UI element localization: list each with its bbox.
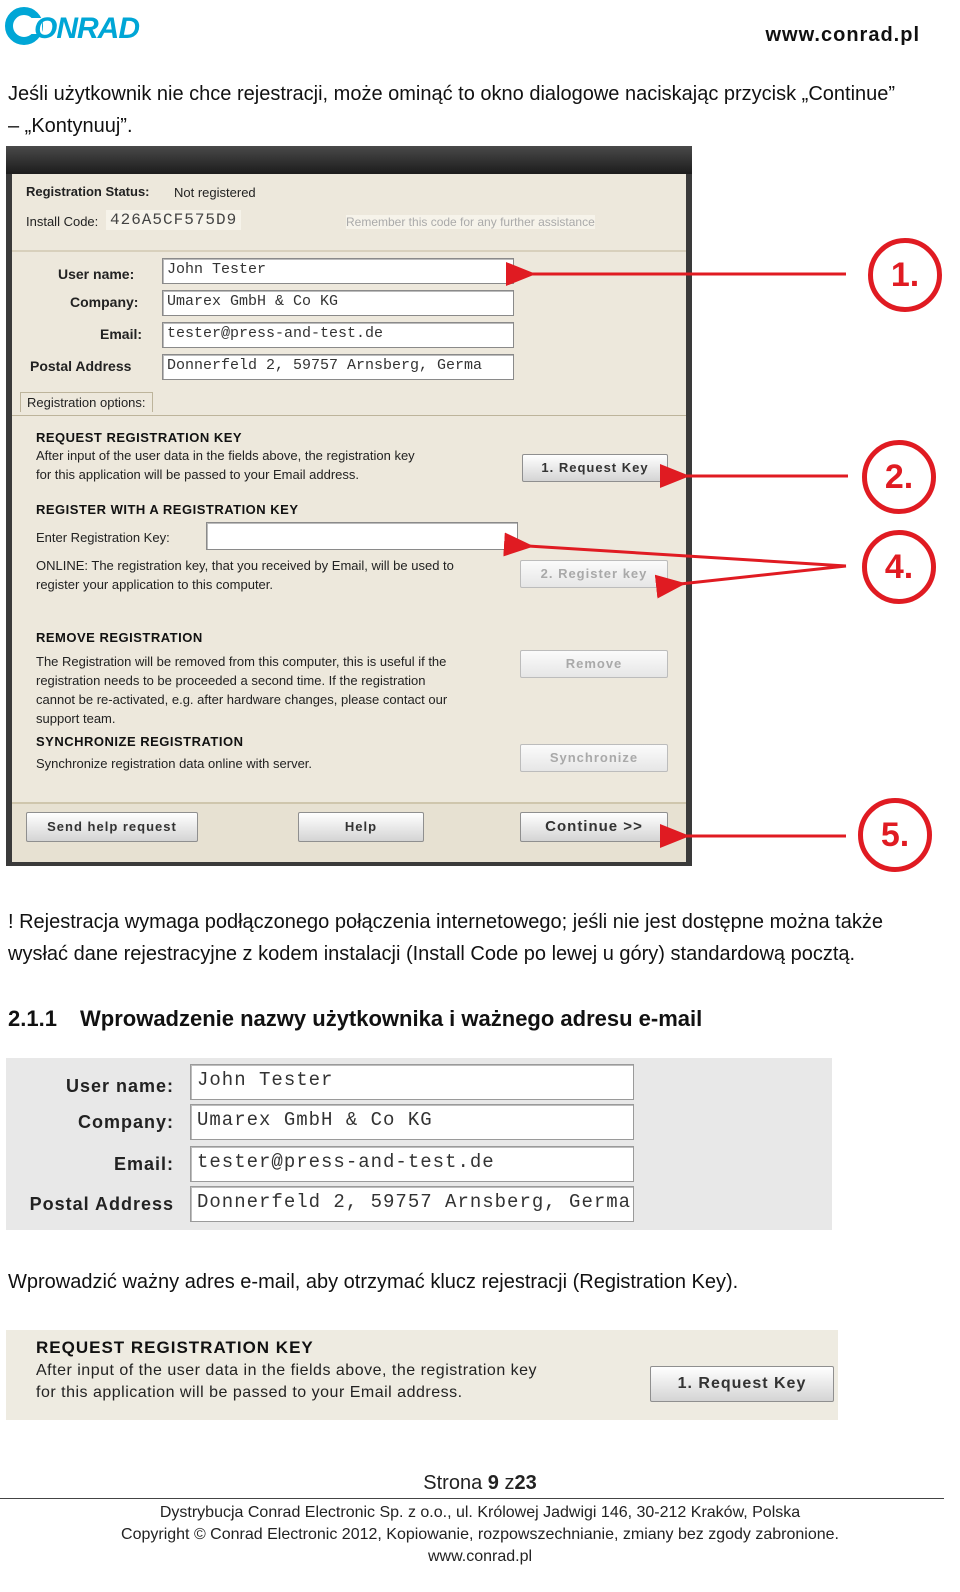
note-line-2: wysłać dane rejestracyjne z kodem instalacji (Install Code po lewej u góry) standardową pocztą.	[8, 943, 856, 965]
request-title-zoom: REQUEST REGISTRATION KEY	[36, 1338, 314, 1357]
send-help-request-button[interactable]: Send help request	[26, 812, 198, 842]
request-key-button-zoom[interactable]: 1. Request Key	[650, 1366, 834, 1402]
user-name-field[interactable]: John Tester	[162, 258, 514, 284]
request-title: REQUEST REGISTRATION KEY	[36, 430, 243, 445]
continue-button[interactable]: Continue >>	[520, 812, 668, 842]
instruction-text: Wprowadzić ważny adres e-mail, aby otrzymać klucz rejestracji (Registration Key).	[8, 1271, 739, 1293]
online-desc-2: register your application to this computer.	[36, 577, 274, 592]
postal-address-label-zoom: Postal Address	[29, 1194, 174, 1214]
user-name-label: User name:	[58, 266, 135, 282]
postal-address-field[interactable]: Donnerfeld 2, 59757 Arnsberg, Germa	[162, 354, 514, 380]
section-heading	[8, 1006, 702, 1032]
remove-desc-2: registration needs to be proceeded a second time. If the registration	[36, 673, 426, 688]
remove-button[interactable]: Remove	[520, 650, 668, 678]
remove-title: REMOVE REGISTRATION	[36, 630, 203, 645]
arrow-4b	[680, 566, 846, 584]
remember-note: Remember this code for any further assistance	[346, 215, 595, 229]
footer-line-2: Copyright © Conrad Electronic 2012, Kopiowanie, rozpowszechnianie, zmiany bez zgody zabronione.	[121, 1526, 839, 1543]
help-button[interactable]: Help	[298, 812, 424, 842]
email-label: Email:	[100, 326, 143, 342]
footer-url[interactable]: www.conrad.pl	[427, 1548, 533, 1565]
footer-line-1: Dystrybucja Conrad Electronic Sp. z o.o., ul. Królowej Jadwigi 146, 30-212 Kraków, Polska	[159, 1504, 801, 1521]
company-label: Company:	[70, 294, 139, 310]
page-of: z	[504, 1472, 515, 1494]
footer-divider	[0, 1498, 944, 1499]
intro-line-1: Jeśli użytkownik nie chce rejestracji, może ominąć to okno dialogowe naciskając przycisk „Continue”	[8, 83, 896, 105]
svg-text:ONRAD: ONRAD	[34, 12, 139, 45]
install-code-value: 426A5CF575D9	[106, 210, 241, 230]
arrow-4a	[528, 546, 846, 566]
email-field-zoom[interactable]: tester@press-and-test.de	[190, 1146, 634, 1182]
online-desc-1: ONLINE: The registration key, that you received by Email, will be used to	[36, 558, 454, 573]
request-desc-2-zoom: for this application will be passed to your Email address.	[36, 1384, 463, 1401]
postal-address-field-zoom[interactable]: Donnerfeld 2, 59757 Arnsberg, Germa	[190, 1186, 634, 1222]
request-desc-1: After input of the user data in the fields above, the registration key	[36, 448, 415, 463]
register-title: REGISTER WITH A REGISTRATION KEY	[36, 502, 299, 517]
annotation-circle-2: 2.	[862, 440, 936, 514]
email-label-zoom: Email:	[113, 1154, 174, 1174]
page-current: 9	[487, 1472, 499, 1494]
user-name-field-zoom[interactable]: John Tester	[190, 1064, 634, 1100]
page-prefix: Strona	[423, 1472, 483, 1494]
synchronize-button[interactable]: Synchronize	[520, 744, 668, 772]
annotation-circle-1: 1.	[868, 238, 942, 312]
email-field[interactable]: tester@press-and-test.de	[162, 322, 514, 348]
remove-desc-4: support team.	[36, 711, 116, 726]
enter-key-label: Enter Registration Key:	[36, 530, 170, 545]
company-label-zoom: Company:	[77, 1112, 174, 1132]
note-line-1: ! Rejestracja wymaga podłączonego połączenia internetowego; jeśli nie jest dostępne można także	[8, 911, 883, 933]
request-key-button[interactable]: 1. Request Key	[522, 454, 668, 482]
section-title: Wprowadzenie nazwy użytkownika i ważnego adresu e-mail	[80, 1006, 703, 1031]
status-label: Registration Status:	[26, 184, 150, 199]
user-fields-screenshot	[6, 1058, 832, 1230]
sync-desc: Synchronize registration data online with server.	[36, 756, 313, 771]
remove-desc-1: The Registration will be removed from this computer, this is useful if the	[36, 654, 447, 669]
register-key-button[interactable]: 2. Register key	[520, 560, 668, 588]
annotation-circle-4: 4.	[862, 530, 936, 604]
user-name-label-zoom: User name:	[65, 1076, 174, 1096]
annotation-circle-5: 5.	[858, 798, 932, 872]
postal-address-label: Postal Address	[30, 358, 132, 374]
remove-desc-3: cannot be re-activated, e.g. after hardware changes, please contact our	[36, 692, 448, 707]
request-desc-2: for this application will be passed to your Email address.	[36, 467, 359, 482]
section-number: 2.1.1	[8, 1006, 57, 1031]
status-value: Not registered	[174, 185, 256, 200]
request-key-screenshot	[6, 1330, 838, 1420]
registration-options-tab[interactable]: Registration options:	[20, 392, 153, 412]
company-field[interactable]: Umarex GmbH & Co KG	[162, 290, 514, 316]
request-desc-1-zoom: After input of the user data in the fields above, the registration key	[36, 1362, 538, 1379]
company-field-zoom[interactable]: Umarex GmbH & Co KG	[190, 1104, 634, 1140]
sync-title: SYNCHRONIZE REGISTRATION	[36, 734, 244, 749]
page-number	[0, 1472, 960, 1495]
page-total: 23	[514, 1472, 537, 1494]
site-url[interactable]: www.conrad.pl	[765, 24, 920, 46]
intro-line-2: – „Kontynuuj”.	[8, 115, 133, 137]
install-code-label: Install Code:	[26, 214, 99, 229]
